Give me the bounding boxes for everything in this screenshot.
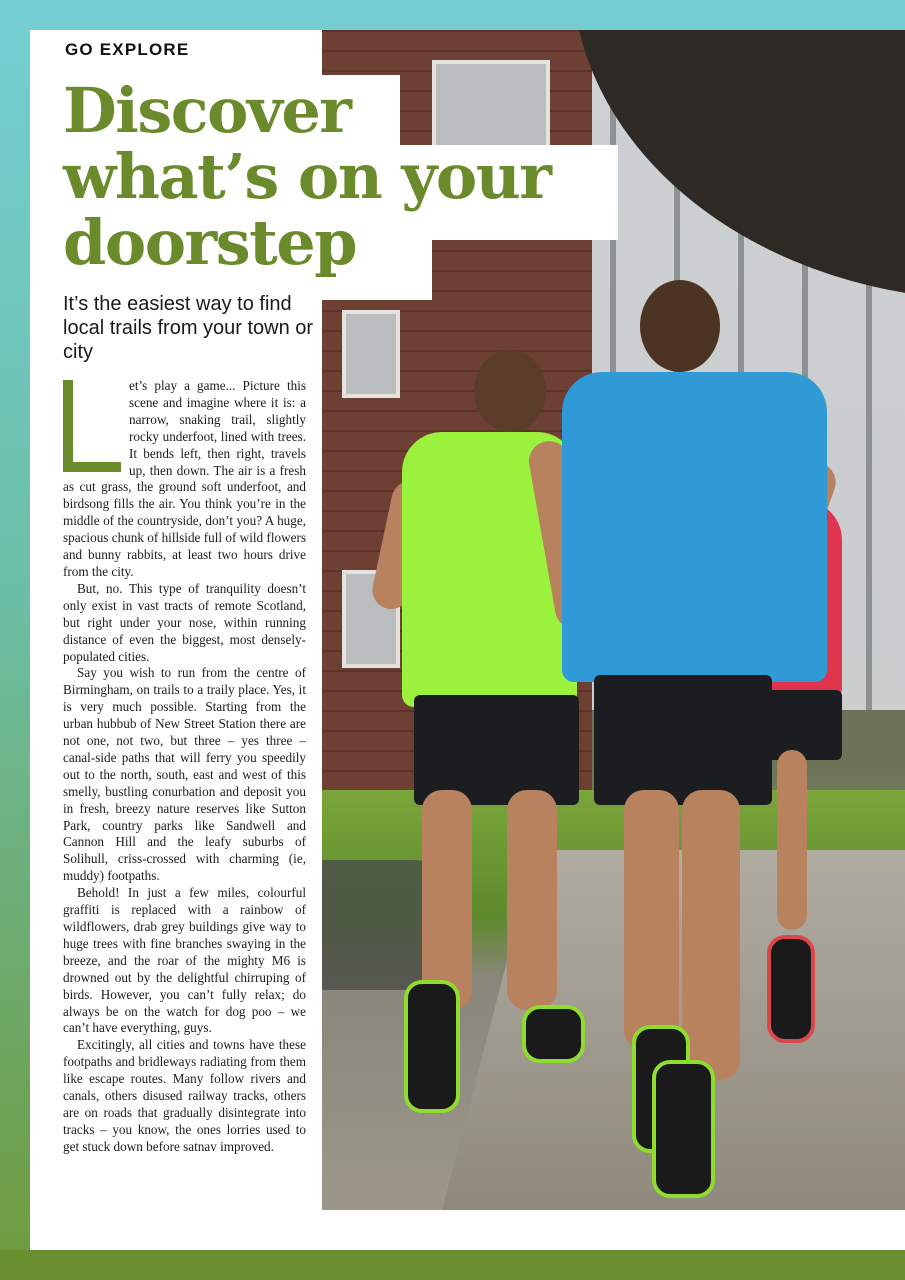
paragraph: Behold! In just a few miles, colourful graffiti is replaced with a rainbow of wildflowers, drab grey buildings give way to huge trees with fine branches swaying in the breeze, and the roar of the mighty M6 is drowned out by the delightful chirruping of birds. However, you can’t fully relax; do always be on the watch for dog poo – we can’t have everything, guys. [63,885,306,1036]
magazine-page [30,30,905,1250]
article-body [63,378,306,1156]
page-title [63,74,551,279]
page-footer-band [0,1250,905,1280]
paragraph: Say you wish to run from the centre of Birmingham, on trails to a traily place. Yes, it is very much possible. Starting from the urban hubbub of New Street Station there are not one, not two, but three – yes three – canal-side paths that will ferry you speedily out to the north, south, east and west of this smelly, bustling conurbation and deposit you in fresh, breezy nature reserves like Sutton Park, country parks like Sandwell and Cannon Hill and the leafy suburbs of Solihull, criss-crossed with charming (ie, muddy) footpaths. [63,665,306,884]
headline-line-1: Discover [63,74,351,147]
paragraph: But, no. This type of tranquility doesn’t only exist in vast tracts of remote Scotland, but right under your nose, within running distance of even the biggest, most densely-populated cities. [63,580,306,664]
paragraph: et’s play a game... Picture this scene and imagine where it is: a narrow, snaking trail, slightly rocky underfoot, lined with trees. It bends left, then right, travels up, then down. The air is a fresh as cut grass, the ground soft underfoot, and birdsong fills the air. You think you’re in the middle of the countryside, don’t you? A huge, spacious chunk of hillside full of wild flowers and bunny rabbits, at least two hours drive from the city. [63,378,306,579]
section-label: GO EXPLORE [65,40,190,59]
paragraph: Excitingly, all cities and towns have these footpaths and bridleways radiating from them like escape routes. Many follow rivers and canals, others disused railway tracks, others are on roads that gradually disintegrate into tracks – you know, the ones lorries used to get stuck down before satnav improved. [63,1037,306,1154]
headline-line-3: doorstep [63,206,357,279]
standfirst: It’s the easiest way to find local trails from your town or city [63,293,314,363]
headline-line-2: what’s on your [63,140,551,213]
dropcap-L [63,380,121,472]
